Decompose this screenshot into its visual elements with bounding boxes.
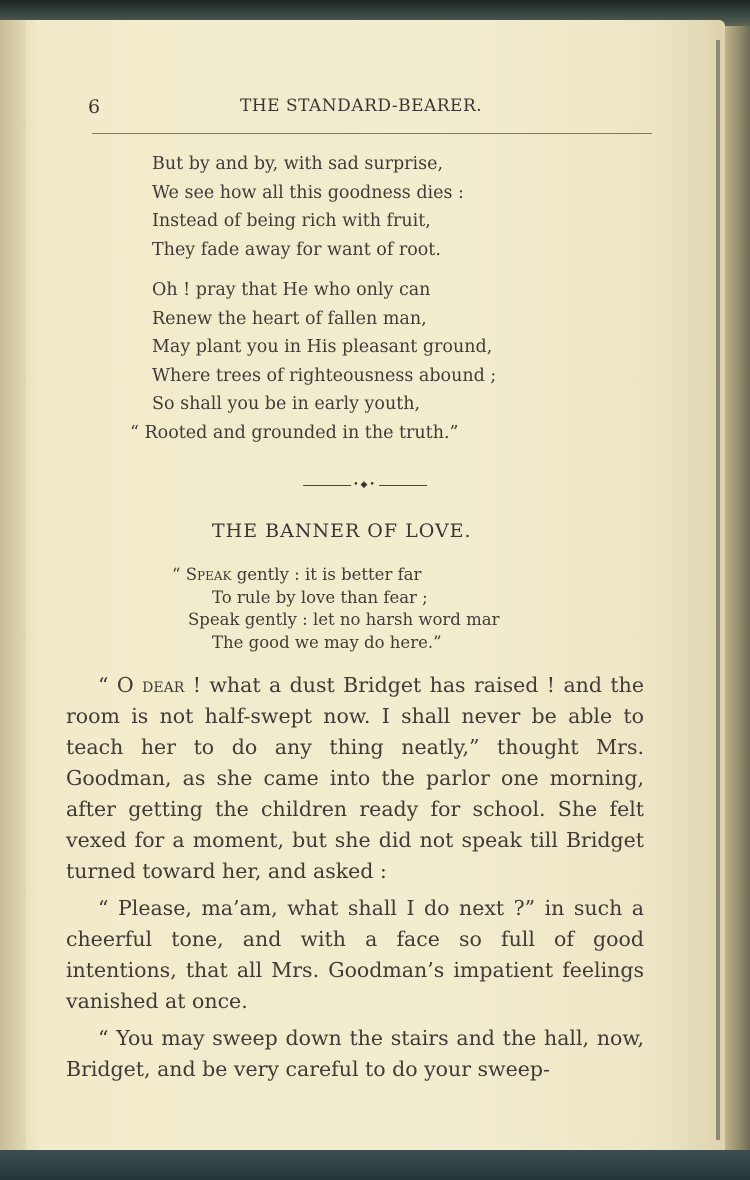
page-number: 6: [88, 96, 101, 118]
chapter-title: THE BANNER OF LOVE.: [212, 520, 472, 542]
p1-open: “ O: [98, 673, 143, 697]
epigraph-line-2: To rule by love than fear ;: [212, 587, 428, 607]
poem-line: Renew the heart of fallen man,: [152, 308, 427, 329]
section-ornament: [303, 478, 427, 492]
epigraph-line-1: [172, 564, 572, 587]
paragraph-1: [66, 670, 644, 887]
epigraph-line-1-rest: gently : it is better far: [231, 565, 422, 584]
book-cover-bottom: [0, 1150, 750, 1180]
poem-line: Instead of being rich with fruit,: [152, 211, 431, 231]
poem-line: May plant you in His pleasant ground,: [152, 337, 493, 357]
poem-stanza-1: [152, 150, 572, 264]
poem-line: Oh ! pray that He who only can: [152, 280, 431, 300]
header-rule: [92, 133, 652, 134]
p1-dear: dear: [142, 673, 185, 697]
epigraph: [172, 564, 572, 654]
p1-rest: ! what a dust Bridget has raised ! and the room is not half-swept now. I shall never be able to teach her to do any thing neatly,” thought Mrs. Goodman, as she came into the parlor one morning, after getting the children ready for school. She felt vexed for a moment, but she did not speak till Bridget turned toward her, and asked :: [66, 673, 644, 883]
body-text: [66, 670, 644, 1091]
poem: [130, 150, 572, 459]
poem-line: So shall you be in early youth,: [152, 394, 421, 414]
running-header: [88, 96, 518, 126]
poem-line: But by and by, with sad surprise,: [152, 154, 444, 174]
epigraph-line-3: Speak gently : let no harsh word mar: [188, 610, 500, 629]
ornament-rule-right: [379, 485, 427, 486]
poem-line: Where trees of righteousness abound ;: [152, 365, 497, 386]
poem-line: They fade away for want of root.: [152, 239, 441, 260]
paragraph-3: “ You may sweep down the stairs and the hall, now, Bridget, and be very careful to do your sweep-: [66, 1026, 644, 1081]
epigraph-first-word: Speak: [185, 565, 232, 584]
page-fold-shadow: [716, 40, 720, 1140]
running-title: THE STANDARD-BEARER.: [240, 96, 483, 116]
ornament-rule-left: [303, 485, 351, 486]
binding-shadow: [0, 20, 26, 1152]
poem-line: We see how all this goodness dies :: [152, 182, 464, 203]
ornament-dots: •◆•: [353, 480, 377, 490]
epigraph-open-quote: “: [172, 565, 186, 584]
paragraph-2: “ Please, ma’am, what shall I do next ?” in such a cheerful tone, and with a face so full of good intentions, that all Mrs. Goodman’s impatient feelings vanished at once.: [66, 896, 644, 1013]
poem-stanza-2: [130, 276, 572, 447]
epigraph-line-4: The good we may do here.”: [212, 632, 442, 652]
poem-line: “ Rooted and grounded in the truth.”: [130, 422, 459, 443]
